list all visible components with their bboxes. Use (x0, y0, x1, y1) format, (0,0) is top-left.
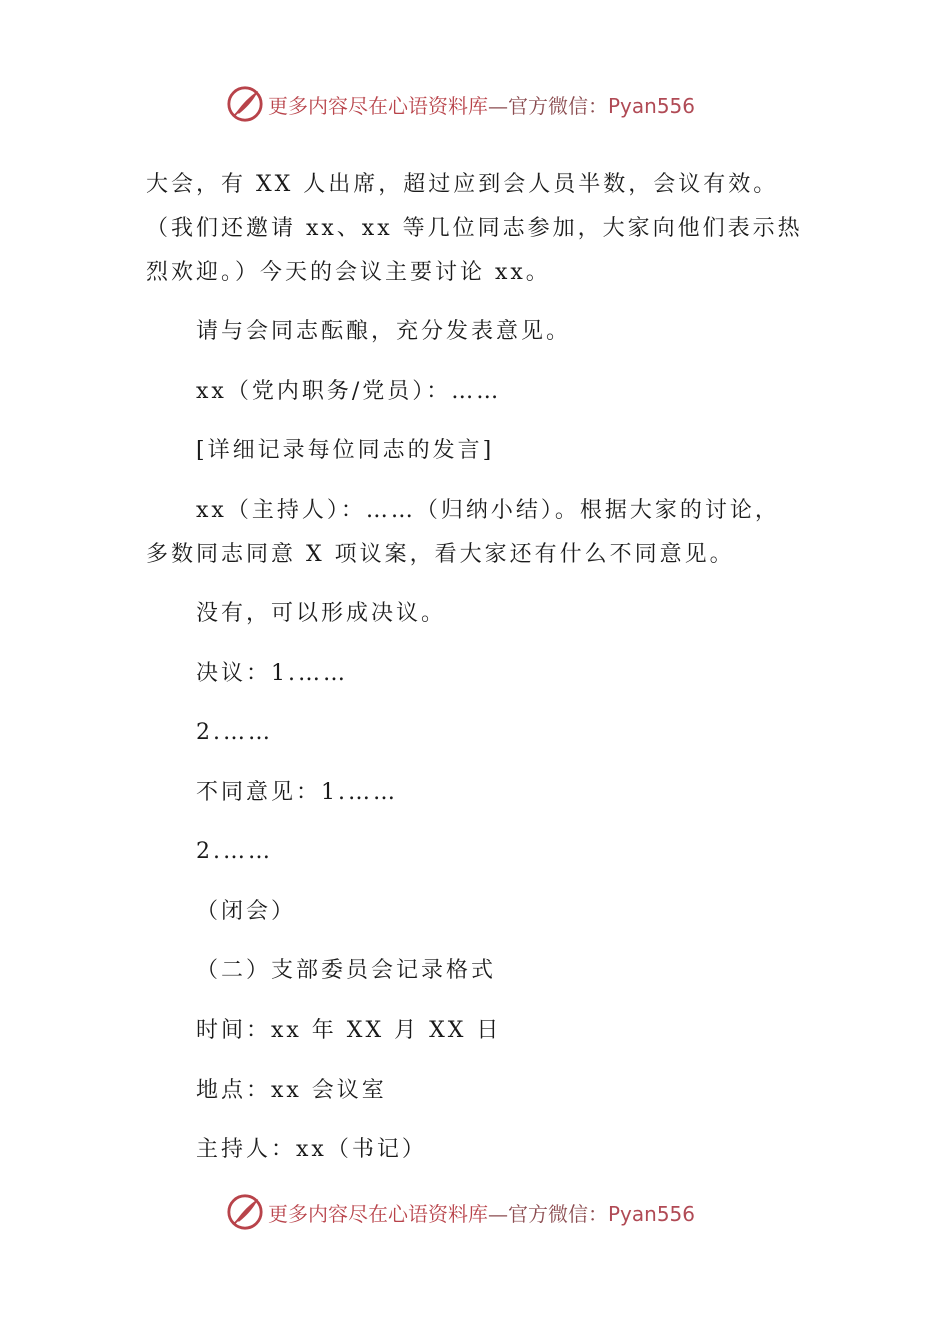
banner-id: Pyan556 (608, 1201, 696, 1226)
body-line-5: xx（党内职务/党员）：…… (196, 379, 502, 404)
body-line-18: 主持人：xx（书记） (196, 1137, 427, 1162)
banner-sub: —官方微信： (488, 93, 608, 118)
banner-main: 更多内容尽在心语资料库 (268, 93, 488, 118)
body-line-4: 请与会同志酝酿，充分发表意见。 (196, 319, 572, 344)
banner-text (268, 1198, 695, 1227)
body-line-1: 大会，有 XX 人出席，超过应到会人员半数，会议有效。 (146, 172, 779, 197)
body-line-15: （二）支部委员会记录格式 (196, 958, 497, 983)
body-line-2: （我们还邀请 xx、xx 等几位同志参加，大家向他们表示热 (146, 216, 803, 241)
body-line-13: 2.…… (196, 839, 273, 864)
header-banner (226, 84, 695, 124)
body-line-17: 地点：xx 会议室 (196, 1078, 387, 1103)
quill-logo-icon (226, 1193, 264, 1231)
body-line-11: 2.…… (196, 720, 273, 745)
banner-text (268, 90, 695, 119)
body-line-9: 没有，可以形成决议。 (196, 601, 447, 626)
footer-banner (226, 1192, 695, 1232)
banner-main: 更多内容尽在心语资料库 (268, 1201, 488, 1226)
body-line-8: 多数同志同意 X 项议案，看大家还有什么不同意见。 (146, 542, 735, 567)
body-line-6: [详细记录每位同志的发言] (196, 438, 495, 463)
banner-sub: —官方微信： (488, 1201, 608, 1226)
body-line-16: 时间：xx 年 XX 月 XX 日 (196, 1018, 502, 1043)
body-line-10: 决议：1.…… (196, 661, 348, 686)
body-line-12: 不同意见：1.…… (196, 780, 398, 805)
body-line-3: 烈欢迎。）今天的会议主要讨论 xx。 (146, 260, 551, 285)
body-line-14: （闭会） (196, 899, 297, 924)
body-line-7: xx（主持人）：……（归纳小结）。根据大家的讨论， (196, 498, 780, 523)
banner-id: Pyan556 (608, 93, 696, 118)
quill-logo-icon (226, 85, 264, 123)
